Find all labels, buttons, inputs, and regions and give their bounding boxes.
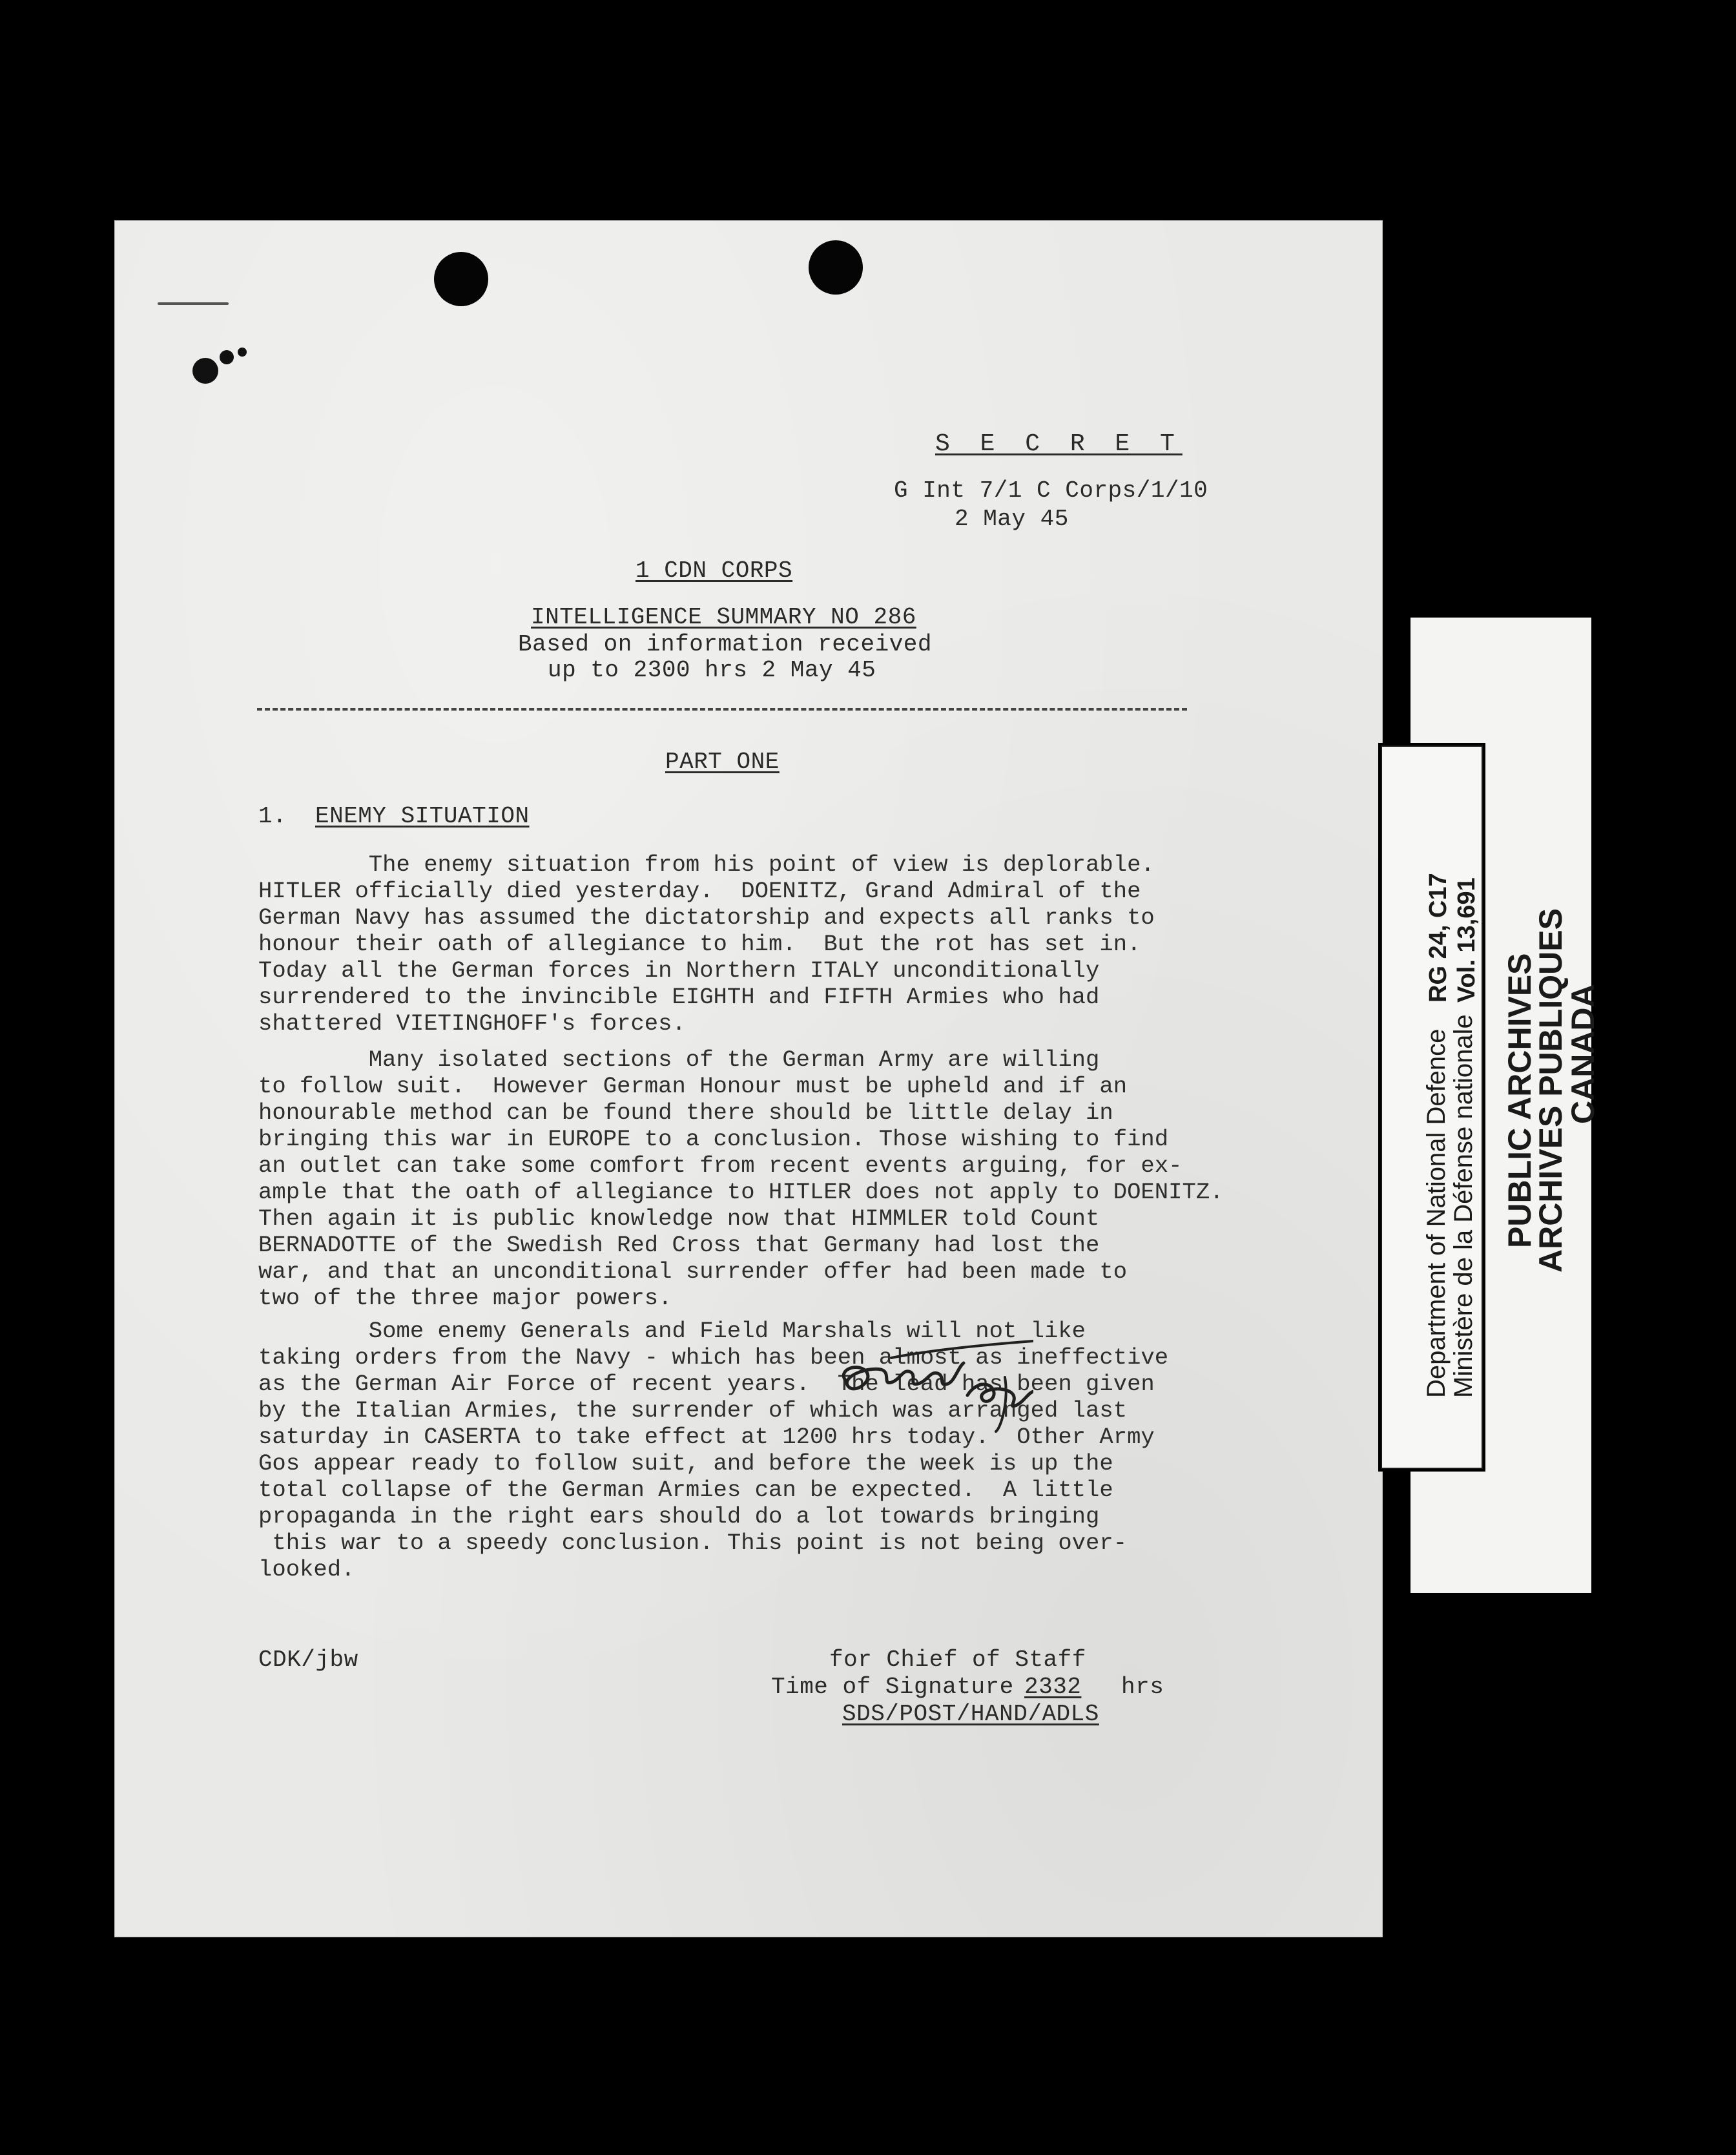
typist-initials: CDK/jbw [258, 1647, 358, 1673]
body-line: taking orders from the Navy - which has been almost as ineffective [258, 1344, 1169, 1371]
unit-heading: 1 CDN CORPS [636, 557, 793, 584]
section-number: 1. [258, 803, 287, 829]
body-line: bringing this war in EUROPE to a conclusion. Those wishing to find [258, 1126, 1169, 1152]
label-country: CANADA [1565, 984, 1601, 1124]
body-line: Some enemy Generals and Field Marshals will not like [258, 1318, 1086, 1344]
body-paragraph-2 [258, 1046, 1224, 1311]
signature-time-label: Time of Signature [771, 1674, 1014, 1700]
body-line: by the Italian Armies, the surrender of which was arranged last [258, 1397, 1128, 1424]
body-line: shattered VIETINGHOFF's forces. [258, 1010, 686, 1037]
body-line: The enemy situation from his point of view is deplorable. [258, 851, 1155, 878]
body-line: ample that the oath of allegiance to HITLER does not apply to DOENITZ. [258, 1179, 1224, 1205]
body-line: an outlet can take some comfort from recent events arguing, for ex- [258, 1152, 1183, 1179]
body-line: HITLER officially died yesterday. DOENITZ, Grand Admiral of the [258, 878, 1141, 904]
distribution-list: SDS/POST/HAND/ADLS [842, 1701, 1099, 1727]
body-line: war, and that an unconditional surrender offer had been made to [258, 1258, 1128, 1285]
body-line: to follow suit. However German Honour must be upheld and if an [258, 1073, 1128, 1099]
label-department-en: Department of National Defence [1422, 1028, 1451, 1398]
summary-title: INTELLIGENCE SUMMARY NO 286 [531, 604, 916, 630]
basis-line-1: Based on information received [518, 631, 933, 658]
body-paragraph-1 [258, 851, 1155, 1037]
reference-number: G Int 7/1 C Corps/1/10 [894, 477, 1208, 504]
body-line: German Navy has assumed the dictatorship and expects all ranks to [258, 904, 1155, 931]
body-line: honour their oath of allegiance to him. But the rot has set in. [258, 931, 1141, 957]
body-line: two of the three major powers. [258, 1285, 672, 1311]
punch-hole-right [809, 240, 863, 295]
label-volume: Vol. 13,691 [1453, 877, 1480, 1003]
ink-speck [220, 350, 234, 364]
body-line: propaganda in the right ears should do a lot towards bringing [258, 1503, 1100, 1530]
body-line: saturday in CASERTA to take effect at 1200 hrs today. Other Army [258, 1424, 1155, 1450]
body-line: this war to a speedy conclusion. This point is not being over- [258, 1530, 1128, 1556]
classification-marking: S E C R E T [935, 430, 1183, 458]
body-line: honourable method can be found there should be little delay in [258, 1099, 1113, 1126]
label-archives-fr: ARCHIVES PUBLIQUES [1533, 908, 1569, 1273]
body-line: as the German Air Force of recent years. The lead has been given [258, 1371, 1155, 1397]
signature-time-value: 2332 [1024, 1674, 1082, 1700]
body-line: BERNADOTTE of the Swedish Red Cross that Germany had lost the [258, 1232, 1100, 1258]
signature-authority: for Chief of Staff [829, 1647, 1086, 1673]
body-line: Then again it is public knowledge now that HIMMLER told Count [258, 1205, 1100, 1232]
body-line: Today all the German forces in Northern ITALY unconditionally [258, 957, 1100, 984]
signature-time-unit: hrs [1121, 1674, 1164, 1700]
body-line: surrendered to the invincible EIGHTH and FIFTH Armies who had [258, 984, 1100, 1010]
ink-speck [158, 302, 229, 305]
body-line: looked. [258, 1556, 355, 1583]
body-line: Gos appear ready to follow suit, and before the week is up the [258, 1450, 1113, 1477]
ink-speck [238, 348, 247, 357]
basis-line-2: up to 2300 hrs 2 May 45 [548, 657, 876, 683]
body-line: Many isolated sections of the German Army are willing [258, 1046, 1100, 1073]
section-divider [257, 708, 1187, 711]
label-archives-en: PUBLIC ARCHIVES [1502, 953, 1538, 1248]
document-date: 2 May 45 [955, 506, 1069, 532]
section-title: ENEMY SITUATION [315, 803, 530, 829]
label-record-group: RG 24, C17 [1425, 873, 1452, 1003]
label-department-fr: Ministère de la Défense nationale [1449, 1014, 1478, 1398]
handwritten-signature [698, 1305, 1033, 1434]
body-line: total collapse of the German Armies can be expected. A little [258, 1477, 1113, 1503]
punch-hole-left [434, 252, 488, 306]
part-heading: PART ONE [665, 749, 780, 775]
ink-speck [192, 358, 218, 384]
